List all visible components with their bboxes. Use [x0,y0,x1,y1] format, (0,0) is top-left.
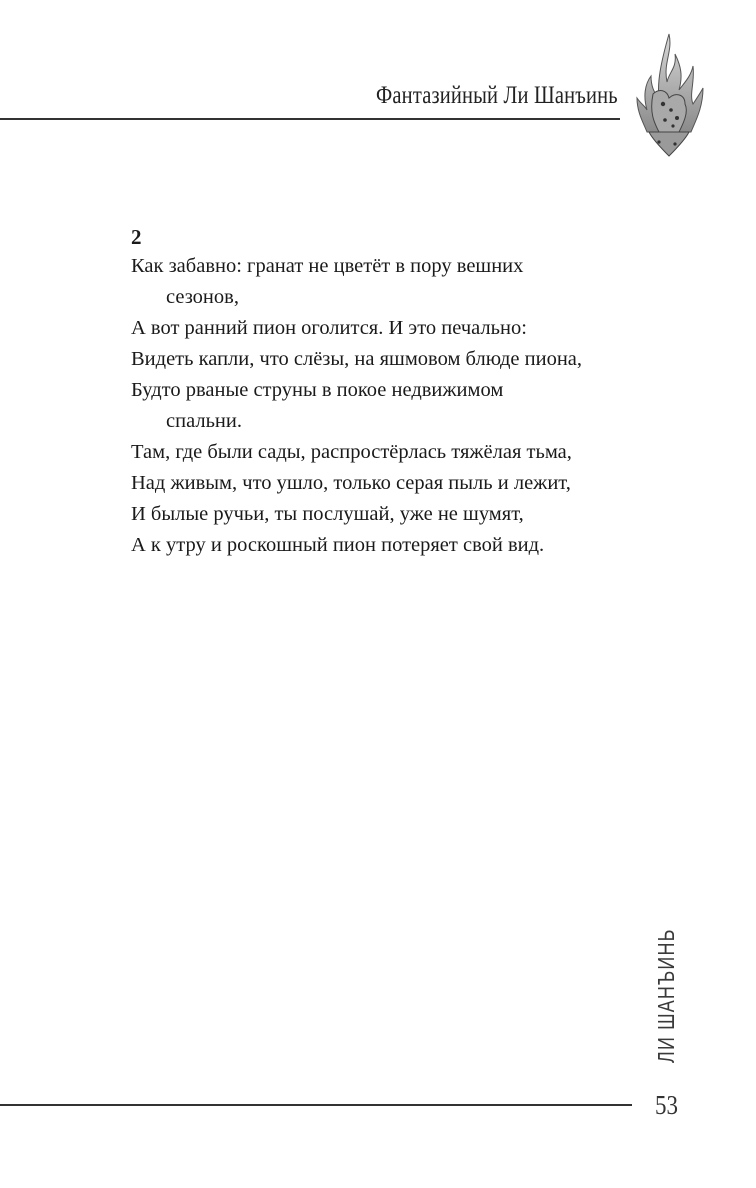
footer-divider [0,1104,632,1106]
poem-line-continuation: сезонов, [166,286,239,308]
poem-line: Как забавно: гранат не цветёт в пору вешних [131,255,524,277]
poem-line: Там, где были сады, распростёрлась тяжёлая тьма, [131,441,572,463]
header-divider [0,118,620,120]
page-number: 53 [655,1090,678,1120]
poem-line: А вот ранний пион оголится. И это печально: [131,317,527,339]
poem-block [131,220,651,561]
running-header-title: Фантазийный Ли Шанъинь [376,82,618,109]
poem-line: Видеть капли, что слёзы, на яшмовом блюде пиона, [131,348,583,370]
poem-line: Будто рваные струны в покое недвижимом [131,379,504,401]
poem-line: А к утру и роскошный пион потеряет свой вид. [131,534,545,556]
poem-number: 2 [131,225,142,249]
poem-line: И былые ручьи, ты послушай, уже не шумят, [131,503,524,525]
poem-line-continuation: спальни. [166,410,242,432]
flame-dragon-ornament-icon [633,32,705,160]
vertical-author-name: ЛИ ШАНЪИНЬ [653,928,679,1063]
poem-line: Над живым, что ушло, только серая пыль и лежит, [131,472,571,494]
